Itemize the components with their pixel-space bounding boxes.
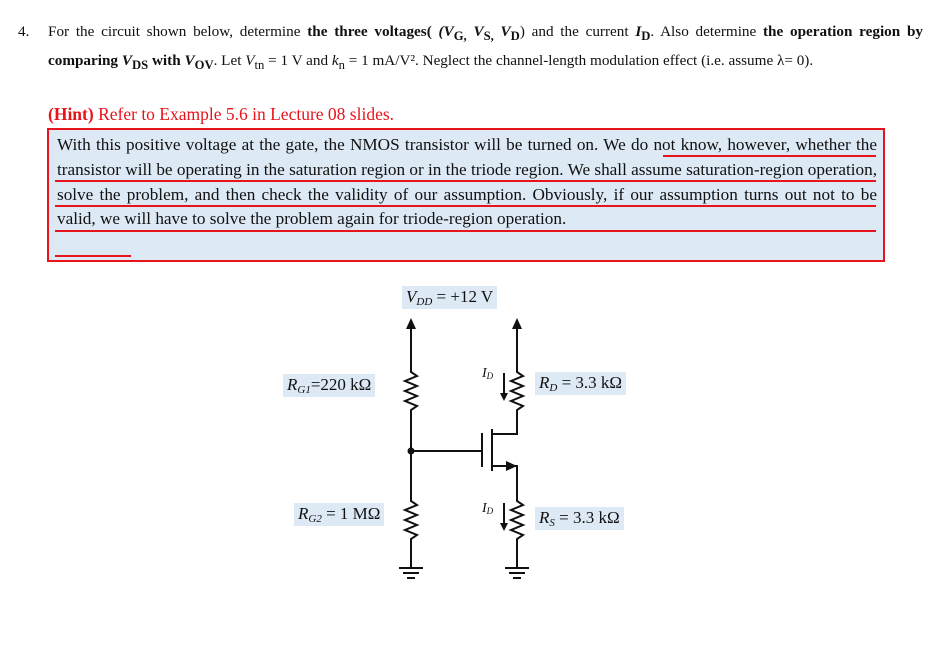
vdd-label bbox=[402, 286, 497, 309]
rg1-label bbox=[283, 374, 375, 397]
rs-symbol: R bbox=[539, 508, 550, 527]
mosfet-source-arrow bbox=[506, 461, 517, 471]
problem-text-part: . Also determine bbox=[650, 23, 763, 40]
rg2-label bbox=[294, 503, 384, 526]
rd-value: = 3.3 kΩ bbox=[557, 373, 623, 392]
var-vg: (V bbox=[431, 23, 454, 40]
problem-number: 4. bbox=[18, 23, 30, 40]
vdd-subscript: DD bbox=[416, 296, 433, 308]
var-id: I bbox=[635, 23, 642, 40]
var-kn: k bbox=[331, 51, 339, 69]
problem-text-part: ) and the current bbox=[519, 23, 636, 40]
var-sub: D bbox=[510, 29, 520, 44]
vdd-symbol: V bbox=[406, 287, 417, 306]
var-vds: V bbox=[121, 51, 132, 69]
problem-text-part: For the circuit shown below, determine bbox=[48, 23, 308, 40]
resistor-rs bbox=[511, 496, 523, 542]
rs-value: = 3.3 kΩ bbox=[554, 508, 620, 527]
var-sub: DS bbox=[131, 57, 149, 72]
id-symbol: I bbox=[482, 366, 487, 381]
resistor-rg1 bbox=[405, 367, 417, 413]
hint-text: Refer to Example 5.6 in Lecture 08 slides. bbox=[93, 104, 395, 124]
rd-label bbox=[535, 372, 626, 395]
problem-text-part: . Let bbox=[213, 51, 246, 69]
hint-label: (Hint) bbox=[48, 104, 94, 124]
problem-text-part: = 1 V and bbox=[264, 51, 332, 69]
var-sub: tn bbox=[254, 57, 265, 72]
id-subscript: D bbox=[486, 371, 494, 381]
var-sub: OV bbox=[194, 57, 214, 72]
excerpt-text: With this positive voltage at the gate, the NMOS transistor will be turned on. We do not know, however, whether the transistor will be operating in the saturation region or in the triode region. We shall assume saturation-region operation, solve the problem, and then check the validity of our assumption. Obviously, if our assumption turns out not to be valid, we will have to solve the problem again for triode-region operation. bbox=[57, 135, 877, 229]
var-sub: D bbox=[641, 29, 651, 44]
var-sub: S, bbox=[483, 29, 494, 44]
id-subscript: D bbox=[486, 506, 494, 516]
problem-emphasis: with bbox=[148, 51, 185, 69]
problem-text: For the circuit shown below, determine the three voltages( ($V_{G,}$ $V_{S,}$ $V_D$) and the current $I_D$. Also determine the operation region by comparing $V_{DS}$ with $V_{OV}$. Let $V_{tn} = 1$ V and $k_n = 1$ mA/V². Neglect the channel-length modulation effect (i.e. assume λ= 0). bbox=[48, 23, 924, 72]
problem-emphasis: the three voltages bbox=[307, 23, 427, 40]
vdd-value: = +12 V bbox=[432, 287, 494, 306]
id-label-bottom bbox=[482, 501, 493, 517]
var-vd: V bbox=[493, 23, 511, 40]
current-arrow-bottom bbox=[500, 523, 508, 531]
rd-subscript: D bbox=[549, 382, 558, 394]
var-vs: V bbox=[466, 23, 484, 40]
var-vtn: V bbox=[245, 51, 255, 69]
junction-dot bbox=[409, 449, 414, 454]
rg2-value: = 1 MΩ bbox=[321, 504, 381, 523]
rg1-symbol: R bbox=[287, 375, 298, 394]
rg2-symbol: R bbox=[298, 504, 309, 523]
rg2-subscript: G2 bbox=[308, 513, 322, 525]
rs-label bbox=[535, 507, 624, 530]
resistor-rg2 bbox=[405, 496, 417, 542]
id-label-top bbox=[482, 366, 493, 382]
rs-subscript: S bbox=[549, 517, 555, 529]
current-arrow-top bbox=[500, 393, 508, 401]
problem-emphasis: the operation region by comparing bbox=[48, 23, 924, 69]
rg1-subscript: G1 bbox=[297, 384, 311, 396]
var-vov: V bbox=[184, 51, 195, 69]
problem-text-part: = 1 mA/V². Neglect the channel-length modulation effect (i.e. assume λ= 0). bbox=[344, 51, 814, 69]
var-sub: n bbox=[338, 57, 345, 72]
var-sub: G, bbox=[453, 29, 467, 44]
rd-symbol: R bbox=[539, 373, 550, 392]
rg1-value: =220 kΩ bbox=[310, 375, 372, 394]
resistor-rd bbox=[511, 367, 523, 413]
id-symbol: I bbox=[482, 501, 487, 516]
